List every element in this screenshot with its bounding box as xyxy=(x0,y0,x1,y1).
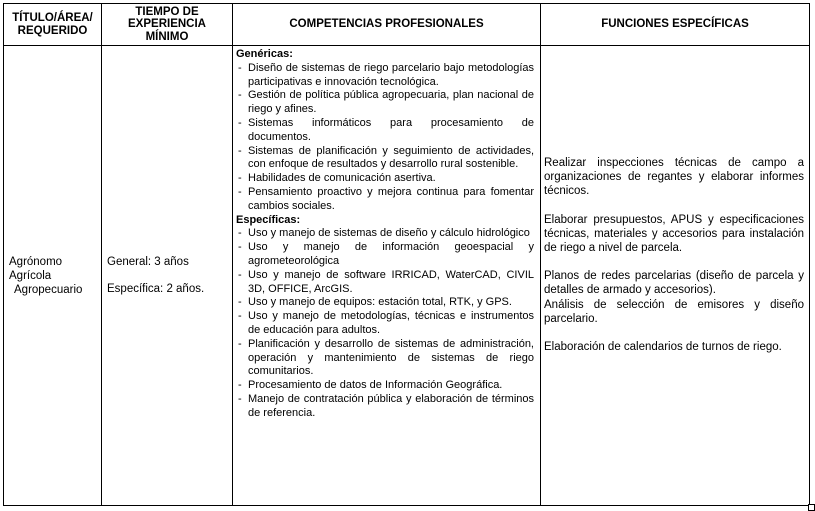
requirements-table xyxy=(3,3,810,506)
list-item: - Uso y manejo de software IRRICAD, WaterCAD, CIVIL 3D, OFFICE, ArcGIS. xyxy=(236,269,534,297)
list-item: - Sistemas de planificación y seguimiento de actividades, con enfoque de resultados y desarrollo rural sostenible. xyxy=(236,145,534,173)
list-item: - Manejo de contratación pública y elaboración de términos de referencia. xyxy=(236,393,534,421)
header-tiempo-line1: TIEMPO DE xyxy=(135,5,199,18)
competencias-cell xyxy=(233,46,541,506)
genericas-heading: Genéricas: xyxy=(236,48,293,60)
list-item: - Uso y manejo de información geoespacial y agrometeorológica xyxy=(236,241,534,269)
list-item: - Uso y manejo de equipos: estación total, RTK, y GPS. xyxy=(236,296,534,310)
tiempo-especifica: Específica: 2 años. xyxy=(107,283,205,295)
list-item: - Uso y manejo de sistemas de diseño y cálculo hidrológico xyxy=(236,227,534,241)
tiempo-general: General: 3 años xyxy=(107,256,189,268)
list-item: - Pensamiento proactivo y mejora continua para fomentar cambios sociales. xyxy=(236,186,534,214)
list-item: - Sistemas informáticos para procesamiento de documentos. xyxy=(236,117,534,145)
genericas-list xyxy=(236,62,534,214)
header-titulo xyxy=(4,4,102,46)
titulo-line: Agrónomo xyxy=(9,255,63,268)
funcion-paragraph: Realizar inspecciones técnicas de campo a organizaciones de regantes y elaborar informes técnicos. xyxy=(544,157,804,198)
header-tiempo xyxy=(102,4,233,46)
header-tiempo-line2: EXPERIENCIA xyxy=(128,18,206,31)
list-item: - Uso y manejo de metodologías, técnicas e instrumentos de educación para adultos. xyxy=(236,310,534,338)
tiempo-cell xyxy=(102,46,233,506)
header-tiempo-line3: MÍNIMO xyxy=(145,30,189,43)
list-item: - Procesamiento de datos de Información Geográfica. xyxy=(236,379,534,393)
header-row xyxy=(4,4,810,46)
funcion-paragraph: Análisis de selección de emisores y diseño parcelario. xyxy=(544,298,804,325)
table-row xyxy=(4,46,810,506)
header-competencias: COMPETENCIAS PROFESIONALES xyxy=(233,4,541,46)
header-funciones: FUNCIONES ESPECÍFICAS xyxy=(541,4,810,46)
list-item: - Habilidades de comunicación asertiva. xyxy=(236,172,534,186)
titulo-cell xyxy=(4,46,102,506)
titulo-line: Agropecuario xyxy=(14,283,83,296)
especificas-heading: Específicas: xyxy=(236,213,301,226)
funcion-paragraph: Elaboración de calendarios de turnos de riego. xyxy=(544,341,782,354)
funciones-cell xyxy=(541,46,810,506)
funcion-paragraph: Planos de redes parcelarias (diseño de parcela y detalles de armado y accesorios). xyxy=(544,270,804,297)
table-corner-marker xyxy=(808,504,815,511)
especificas-list xyxy=(236,227,534,420)
header-titulo-line2: REQUERIDO xyxy=(17,24,88,37)
list-item: - Diseño de sistemas de riego parcelario bajo metodologías participativas e innovación tecnológica. xyxy=(236,62,534,90)
list-item: - Planificación y desarrollo de sistemas de administración, operación y mantenimiento de sistemas de riego comunitarios. xyxy=(236,338,534,379)
funcion-paragraph: Elaborar presupuestos, APUS y especificaciones técnicas, materiales y accesorios para instalación de riego a nivel de parcela. xyxy=(544,213,804,255)
list-item: - Gestión de política pública agropecuaria, plan nacional de riego y afines. xyxy=(236,89,534,117)
header-titulo-line1: TÍTULO/ÁREA/ xyxy=(12,12,93,24)
titulo-line: Agrícola xyxy=(9,269,52,282)
